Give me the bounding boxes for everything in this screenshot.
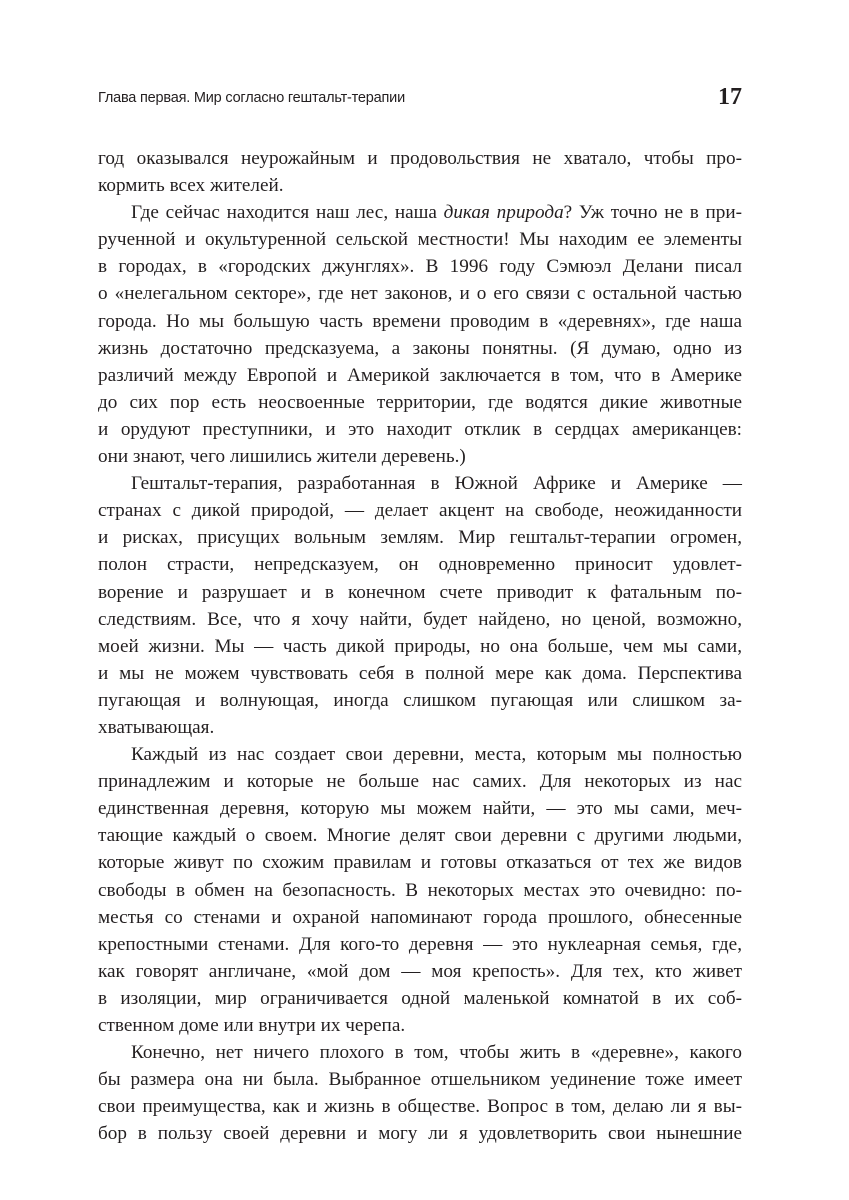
running-header — [98, 84, 742, 112]
text-segment: крепостными стенами. Для кого-то деревня — это нуклеарная семья, где, — [98, 933, 742, 955]
text-segment: Конечно, нет ничего плохого в том, чтобы жить в «деревне», какого — [131, 1042, 742, 1064]
text-line — [98, 741, 742, 768]
text-line — [98, 1066, 742, 1093]
text-segment: странах с дикой природой, — делает акцент на свободе, неожиданности — [98, 500, 742, 522]
text-segment: свободы в обмен на безопасность. В некоторых местах это очевидно: по- — [98, 879, 742, 901]
text-segment: и мы не можем чувствовать себя в полной мере как дома. Перспектива — [98, 662, 742, 684]
text-line — [98, 1093, 742, 1120]
text-segment: Гештальт-терапия, разработанная в Южной Африке и Америке — — [131, 473, 742, 495]
paragraph — [98, 145, 742, 199]
text-line — [98, 362, 742, 389]
text-line — [98, 443, 742, 470]
text-line — [98, 416, 742, 443]
text-line — [98, 768, 742, 795]
text-segment: единственная деревня, которую мы можем найти, — это мы сами, меч- — [98, 798, 742, 820]
text-line — [98, 335, 742, 362]
text-segment: и рисках, присущих вольным землям. Мир гештальт-терапии огромен, — [98, 527, 742, 549]
text-line — [98, 877, 742, 904]
text-segment: города. Но мы большую часть времени проводим в «деревнях», где наша — [98, 310, 742, 332]
paragraph — [98, 1039, 742, 1147]
paragraph — [98, 199, 742, 470]
text-line — [98, 606, 742, 633]
text-segment: принадлежим и которые не больше нас самих. Для некоторых из нас — [98, 771, 742, 793]
text-line — [98, 660, 742, 687]
text-segment: бы размера она ни была. Выбранное отшельником уединение тоже имеет — [98, 1069, 742, 1091]
text-line — [98, 687, 742, 714]
text-line — [98, 714, 742, 741]
text-line — [98, 199, 742, 226]
text-segment: до сих пор есть неосвоенные территории, где водятся дикие животные — [98, 391, 742, 413]
text-line — [98, 308, 742, 335]
text-line — [98, 145, 742, 172]
text-segment: как говорят англичане, «мой дом — моя крепость». Для тех, кто живет — [98, 960, 742, 982]
text-line — [98, 497, 742, 524]
text-line — [98, 524, 742, 551]
text-line — [98, 226, 742, 253]
text-segment: ственном доме или внутри их черепа. — [98, 1015, 406, 1036]
page-number: 17 — [718, 84, 742, 110]
text-segment: рученной и окультуренной сельской местности! Мы находим ее элементы — [98, 229, 742, 251]
text-segment: год оказывался неурожайным и продовольствия не хватало, чтобы про- — [98, 148, 742, 169]
text-line — [98, 389, 742, 416]
text-line — [98, 172, 742, 199]
text-segment: бор в пользу своей деревни и могу ли я удовлетворить свои нынешние — [98, 1123, 742, 1145]
text-segment: различий между Европой и Америкой заключается в том, что в Америке — [98, 364, 742, 386]
text-segment: моей жизни. Мы — часть дикой природы, но она больше, чем мы сами, — [98, 635, 742, 657]
text-segment: жизнь достаточно предсказуема, а законы понятны. (Я думаю, одно из — [98, 337, 742, 359]
text-segment: они знают, чего лишились жители деревень.) — [98, 446, 466, 468]
text-line — [98, 1039, 742, 1066]
text-segment: о «нелегальном секторе», где нет законов, и о его связи с остальной частью — [98, 283, 742, 305]
text-line — [98, 633, 742, 660]
text-line — [98, 931, 742, 958]
body-text — [98, 145, 742, 1147]
text-segment: местья со стенами и охраной напоминают города прошлого, обнесенные — [98, 906, 742, 928]
text-segment: которые живут по схожим правилам и готовы отказаться от тех же видов — [98, 852, 742, 874]
text-line — [98, 579, 742, 606]
text-segment: хватывающая. — [98, 716, 215, 738]
text-segment: ? Уж точно не в при- — [563, 202, 743, 224]
text-line — [98, 958, 742, 985]
text-segment: свои преимущества, как и жизнь в обществе. Вопрос в том, делаю ли я вы- — [98, 1096, 742, 1118]
running-title: Глава первая. Мир согласно гештальт-терапии — [98, 90, 405, 106]
text-segment: ворение и разрушает и в конечном счете приводит к фатальным по- — [98, 581, 742, 603]
text-segment: в городах, в «городских джунглях». В 1996 году Сэмюэл Делани писал — [98, 256, 742, 278]
text-segment: Где сейчас находится наш лес, наша — [131, 202, 444, 224]
text-line — [98, 280, 742, 307]
text-segment: следствиям. Все, что я хочу найти, будет найдено, но ценой, возможно, — [98, 608, 742, 630]
text-line — [98, 849, 742, 876]
text-line — [98, 1012, 742, 1039]
emphasis-text: дикая природа — [443, 202, 564, 224]
text-segment: тающие каждый о своем. Многие делят свои деревни с другими людьми, — [98, 825, 742, 847]
paragraph — [98, 741, 742, 1039]
text-segment: пугающая и волнующая, иногда слишком пугающая или слишком за- — [98, 689, 742, 711]
text-line — [98, 470, 742, 497]
paragraph — [98, 470, 742, 741]
text-line — [98, 985, 742, 1012]
text-segment: в изоляции, мир ограничивается одной маленькой комнатой в их соб- — [98, 987, 742, 1009]
text-line — [98, 253, 742, 280]
text-line — [98, 1120, 742, 1147]
text-segment: кормить всех жителей. — [98, 175, 284, 197]
text-line — [98, 795, 742, 822]
text-segment: и орудуют преступники, и это находит отклик в сердцах американцев: — [98, 418, 742, 440]
text-segment: полон страсти, непредсказуем, он одновременно приносит удовлет- — [98, 554, 742, 576]
text-line — [98, 822, 742, 849]
text-segment: Каждый из нас создает свои деревни, места, которым мы полностью — [131, 744, 742, 766]
text-line — [98, 904, 742, 931]
text-line — [98, 551, 742, 578]
